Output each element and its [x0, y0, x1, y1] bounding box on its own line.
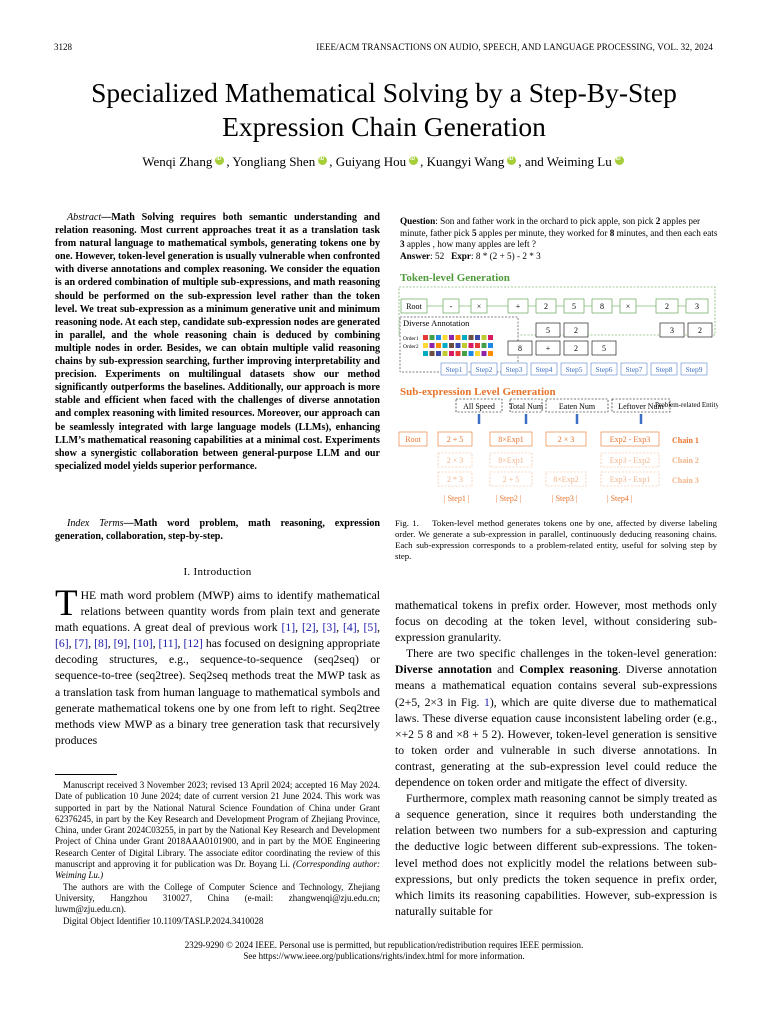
- token-step-label: Step3: [505, 365, 523, 374]
- citation-link[interactable]: [10]: [133, 637, 153, 651]
- paragraph: There are two specific challenges in the token-level generation: Diverse annotation and Complex reasoning. Diverse annotation means a mathematical equation contains several sub-expressions (2+5, 2×3 in Fig. 1), which are quite diverse due to mathematical laws. These diverse equation cause inconsistent labeling order (e.g., ×+2 5 8 and ×8 + 5 2). However, token-level generation is sensitive to token order and vulnerable in such diverse annotations. In contrast, generating at the sub-expression level could reduce the dependence on token order and mitigate the effect of diversity.: [395, 647, 717, 790]
- color-cell: [469, 335, 474, 340]
- color-cell: [430, 335, 435, 340]
- copyright-line: 2329-9290 © 2024 IEEE. Personal use is permitted, but republication/redistribution requires IEEE permission.: [184, 940, 584, 950]
- node-label: 2: [574, 326, 578, 335]
- copyright-notice: [30, 940, 738, 962]
- chain-label: Chain 2: [672, 456, 699, 465]
- token-row: [401, 299, 708, 313]
- node-label: Root: [406, 302, 422, 311]
- author[interactable]: Kuangyi Wang: [426, 154, 505, 169]
- order2-label: Order2: [403, 344, 419, 350]
- orcid-icon[interactable]: [318, 156, 327, 165]
- figure-1: [396, 213, 718, 513]
- citation-link[interactable]: [7]: [74, 637, 89, 651]
- abstract: [55, 211, 380, 473]
- color-cell: [469, 351, 474, 356]
- color-cell: [423, 335, 428, 340]
- node-label: 2 * 3: [447, 475, 463, 484]
- color-cell: [482, 351, 487, 356]
- node-label: 8: [600, 302, 604, 311]
- orcid-icon[interactable]: [215, 156, 224, 165]
- author-list: Wenqi ZhangiD , Yongliang SheniD , Guiyang HouiD , Kuangyi WangiD , and Weiming LuiD: [30, 154, 738, 170]
- chains: [399, 432, 699, 486]
- footnote-doi: Digital Object Identifier 10.1109/TASLP.2024.3410028: [63, 915, 264, 926]
- node-label: 2 + 5: [446, 435, 464, 444]
- color-cell: [488, 335, 493, 340]
- node-label: Root: [405, 435, 421, 444]
- intro-paragraph: THE math word problem (MWP) aims to identify mathematical relations between quantity words from plain text and generate math equations. A great deal of previous work [1], [2], [3], [4], [5], [6], [7], [8], [9], [10], [11], [12] has focused on designing appropriate decoding structures, e.g., sequence-to-sequence (seq2seq) or sequence-to-tree (seq2tree). Seq2seq methods treat the MWP task as a translation task from human language to mathematical symbols and generate mathematical tokens one by one from left to right. Seq2tree methods view MWP as a binary tree generation task that recursively produces: [55, 583, 381, 747]
- citation-link[interactable]: [4]: [342, 621, 357, 635]
- journal-header: IEEE/ACM TRANSACTIONS ON AUDIO, SPEECH, AND LANGUAGE PROCESSING, VOL. 32, 2024: [316, 42, 713, 52]
- order1-label: Order1: [403, 336, 419, 342]
- color-cell: [436, 351, 441, 356]
- token-step-label: Step5: [565, 365, 583, 374]
- citation-link[interactable]: [9]: [113, 637, 128, 651]
- node-label: 2: [665, 302, 669, 311]
- figure-question: Question: Son and father work in the orchard to pick apple, son pick 2 apples per minute, father pick 5 apples per minute, they worked for 8 minutes, and then each eats 3 apples , how many apples are left ? Answer: 52 Expr: 8 * (2 + 5) - 2 * 3: [400, 216, 718, 261]
- token-step-label: Step6: [595, 365, 613, 374]
- node-label: Exp2 - Exp3: [609, 435, 651, 444]
- token-step-label: Step1: [445, 365, 463, 374]
- page-number: 3128: [54, 42, 72, 52]
- color-cell: [449, 351, 454, 356]
- abstract-label: Abstract: [67, 212, 102, 223]
- citation-link[interactable]: [5]: [363, 621, 378, 635]
- color-cell: [436, 335, 441, 340]
- footnote-affiliation: The authors are with the College of Computer Science and Technology, Zhejiang University, Hangzhou 310027, China (e-mail: zhangwenqi@zju.edu.cn; luwm@zju.edu.cn).: [55, 881, 380, 915]
- abstract-text: —Math Solving requires both semantic understanding and relation reasoning. Most current approaches treat it as a translation task from natural language to mathematical symbols, generating tokens one by one. However, token-level generation is usually vulnerable when confronted with diverse annotations and complex reasoning. We consider the equation is an ordered combination of multiple sub-expressions, and math reasoning should be performed on the sub-expression level rather than the token level. We treat sub-expression as a minimum generative unit and minimum reasoning node. At each step, candidate sub-expression nodes are generated in parallel, and the whole reasoning chain is deduced by combining multiple nodes in order. Besides, we can obtain multiple valid reasoning chains by sub-expression searching, further improving interpretability and precision. Experiments on multilingual datasets show our method significantly outperforms the baselines. Additionally, our approach is more stable and efficient when faced with the challenges of diverse annotation and complex reasoning with limited resources. Moreover, our approach can be seamlessly integrated with large language models (LLMs), enhancing LLM’s mathematical reasoning capabilities at a minimal cost. Experiments show a synergistic collaboration between general-purpose LLM and our specialized model yields superior performance.: [55, 212, 380, 472]
- color-cell: [443, 351, 448, 356]
- entity-note-1: Problem-related Entity: [655, 401, 718, 409]
- entity-label: Leftover Num: [618, 402, 664, 411]
- node-label: 8×Exp1: [498, 435, 524, 444]
- token-step-label: Step2: [475, 365, 493, 374]
- citation-link[interactable]: [2]: [301, 621, 316, 635]
- node-label: 8×Exp1: [498, 456, 524, 465]
- color-cell: [456, 343, 461, 348]
- citation-link[interactable]: [6]: [55, 637, 69, 651]
- author[interactable]: Wenqi Zhang: [142, 154, 213, 169]
- color-cell: [469, 343, 474, 348]
- title-line-2: Expression Chain Generation: [222, 111, 546, 142]
- sub-step-label: | Step1 |: [444, 494, 470, 503]
- color-cell: [482, 343, 487, 348]
- node-label: Exp3 - Exp2: [609, 456, 651, 465]
- figure-link[interactable]: 1: [483, 695, 490, 709]
- token-step-label: Step4: [535, 365, 553, 374]
- token-step-label: Step9: [685, 365, 703, 374]
- node-label: 5: [572, 302, 576, 311]
- entity-row: [456, 399, 670, 424]
- node-label: 5: [602, 344, 606, 353]
- footnote-manuscript: Manuscript received 3 November 2023; revised 13 April 2024; accepted 16 May 2024. Date of publication 10 June 2024; date of current version 21 June 2024. This work was supported in part by the National Natural Science Foundation of China under Grant 62376245, in part by the Key Research and Development Program of Zhejiang Province, China, under Grant 2024C03255, in part by the National Key Research and Development Project of China under Grant 2018AAA0101900, and in part by the MOE Engineering Research Center of Digital Library. The associate editor coordinating the review of this manuscript and approving it for publication was Dr. Boyang Li. (Corresponding author: Weiming Lu.): [55, 780, 380, 881]
- drop-cap: T: [55, 583, 78, 624]
- index-terms: [55, 517, 380, 543]
- color-cell: [462, 335, 467, 340]
- node-label: 2: [544, 302, 548, 311]
- paper-title: [30, 76, 738, 144]
- color-cell: [456, 335, 461, 340]
- color-cell: [462, 351, 467, 356]
- node-label: +: [545, 344, 551, 353]
- right-column-text: [395, 598, 717, 920]
- color-cell: [482, 335, 487, 340]
- color-cell: [488, 343, 493, 348]
- citation-link[interactable]: [12]: [183, 637, 203, 651]
- color-cell: [436, 343, 441, 348]
- citation-link[interactable]: [3]: [322, 621, 337, 635]
- color-cell: [462, 343, 467, 348]
- node-label: 8: [518, 344, 522, 353]
- node-label: 2: [698, 326, 702, 335]
- sub-step-label: | Step4 |: [607, 494, 633, 503]
- citation-link[interactable]: [8]: [94, 637, 108, 651]
- node-label: 8×Exp2: [553, 475, 579, 484]
- color-cell: [475, 343, 480, 348]
- author[interactable]: Guiyang Hou: [335, 154, 407, 169]
- color-cell: [443, 335, 448, 340]
- node-label: 3: [695, 302, 699, 311]
- entity-label: Eaten Num: [558, 402, 596, 411]
- figure-caption: Fig. 1. Token-level method generates tokens one by one, affected by diverse labeling order. We generate a sub-expression in parallel, continuously deducing reasoning chains. Each sub-expression corresponds to a problem-related entity, useful for solving step by step.: [395, 518, 717, 561]
- node-label: 5: [546, 326, 550, 335]
- orcid-icon[interactable]: [615, 156, 624, 165]
- sub-expression-title: Sub-expression Level Generation: [400, 386, 556, 398]
- node-label: ×: [625, 302, 631, 311]
- color-cell: [430, 343, 435, 348]
- alt-token-rows: [508, 323, 712, 355]
- color-cell: [443, 343, 448, 348]
- index-terms-label: Index Terms: [67, 518, 124, 529]
- paragraph: mathematical tokens in prefix order. However, most methods only focus on decoding at the token level, without considering sub-expression granularity.: [395, 599, 717, 645]
- color-cell: [430, 351, 435, 356]
- author[interactable]: and Weiming Lu: [524, 154, 612, 169]
- token-level-title: Token-level Generation: [400, 272, 510, 284]
- node-label: ×: [476, 302, 482, 311]
- node-label: 3: [670, 326, 674, 335]
- color-cell: [423, 351, 428, 356]
- node-label: -: [449, 302, 453, 311]
- entity-label: Total Num: [508, 402, 544, 411]
- token-steps: [441, 363, 707, 375]
- node-label: +: [515, 302, 521, 311]
- sub-steps: [444, 494, 632, 503]
- orcid-icon[interactable]: [507, 156, 516, 165]
- author[interactable]: Yongliang Shen: [232, 154, 316, 169]
- footnote: [55, 780, 380, 927]
- token-step-label: Step7: [625, 365, 643, 374]
- color-cell: [475, 351, 480, 356]
- sub-step-label: | Step2 |: [496, 494, 522, 503]
- color-cell: [456, 351, 461, 356]
- diverse-annotation-label: Diverse Annotation: [403, 318, 470, 328]
- section-heading: I. Introduction: [183, 566, 252, 578]
- color-cell: [449, 335, 454, 340]
- node-label: 2 × 3: [446, 456, 464, 465]
- paragraph: Furthermore, complex math reasoning cannot be simply treated as a sequence generation, since it requires both understanding the relation between two numbers for a sub-expression and capturing the deductive logic between different sub-expressions. The token-level method does not explicitly model the relations between sub-expressions, but only predicts the token sequence in prefix order, which limits its reasoning capabilities. However, sub-expression is naturally suitable for: [395, 792, 717, 918]
- rights-line: See https://www.ieee.org/publications/rights/index.html for more information.: [243, 951, 525, 961]
- index-terms-text: —Math word problem, math reasoning, expression generation, collaboration, step-by-step.: [55, 518, 380, 543]
- chain-label: Chain 1: [672, 436, 699, 445]
- token-step-label: Step8: [655, 365, 673, 374]
- orcid-icon[interactable]: [409, 156, 418, 165]
- entity-label: All Speed: [463, 402, 495, 411]
- citation-link[interactable]: [11]: [158, 637, 178, 651]
- node-label: Exp3 - Exp1: [609, 475, 651, 484]
- chain-label: Chain 3: [672, 476, 699, 485]
- node-label: 2 + 5: [502, 475, 520, 484]
- color-cell: [475, 335, 480, 340]
- node-label: 2: [574, 344, 578, 353]
- node-label: 2 × 3: [557, 435, 575, 444]
- citation-link[interactable]: [1]: [281, 621, 296, 635]
- color-cell: [488, 351, 493, 356]
- color-grid: [423, 335, 493, 356]
- footnote-rule: [55, 774, 117, 775]
- color-cell: [423, 343, 428, 348]
- sub-step-label: | Step3 |: [552, 494, 578, 503]
- color-cell: [449, 343, 454, 348]
- title-line-1: Specialized Mathematical Solving by a Step-By-Step: [91, 77, 677, 108]
